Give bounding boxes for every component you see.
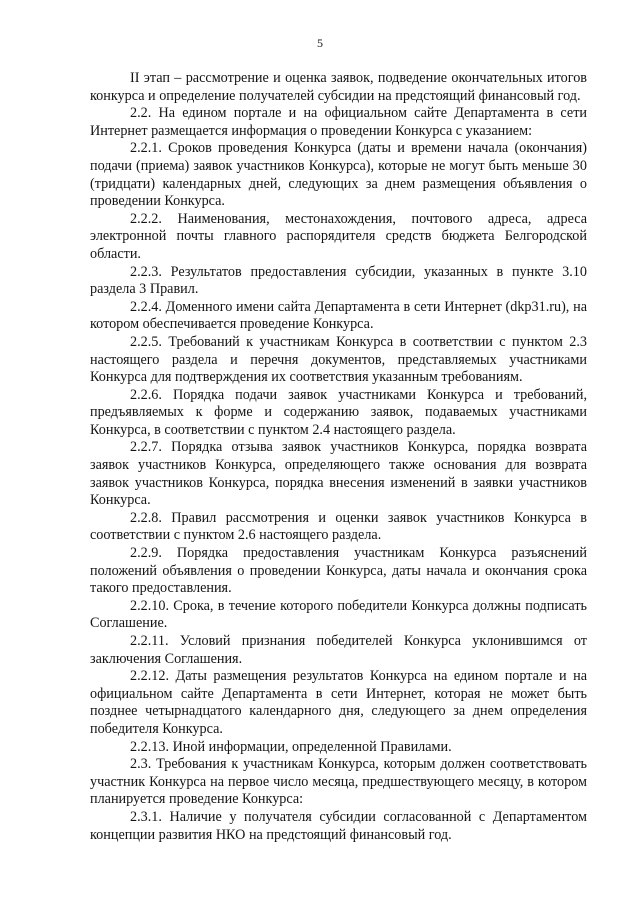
paragraph-2-3: 2.3. Требования к участникам Конкурса, которым должен соответствовать участник Конкурса на первое число месяца, предшествующего месяцу, в котором планируется проведение Конкурса: [90, 756, 587, 808]
paragraph-2-2-1: 2.2.1. Сроков проведения Конкурса (даты и времени начала (окончания) подачи (приема) заявок участников Конкурса), которые не могут быть меньше 30 (тридцати) календарных дней, следующих за днем размещения объявления о проведении Конкурса. [90, 140, 587, 210]
paragraph-2-2-2: 2.2.2. Наименования, местонахождения, почтового адреса, адреса электронной почты главного распорядителя средств бюджета Белгородской области. [90, 210, 587, 262]
paragraph-2-2-7: 2.2.7. Порядка отзыва заявок участников Конкурса, порядка возврата заявок участников Конкурса, определяющего также основания для возврата заявок участников Конкурса, порядка внесения изменений в заявки участников Конкурса. [90, 439, 587, 509]
paragraph-2-2-13: 2.2.13. Иной информации, определенной Правилами. [130, 738, 452, 755]
paragraph-2-2-5: 2.2.5. Требований к участникам Конкурса в соответствии с пунктом 2.3 настоящего раздела и перечня документов, представляемых участниками Конкурса для подтверждения их соответствия указанным требованиям. [90, 333, 587, 386]
paragraph-2-2: 2.2. На едином портале и на официальном сайте Департамента в сети Интернет размещается информация о проведении Конкурса с указанием: [90, 105, 587, 139]
paragraph-2-2-11: 2.2.11. Условий признания победителей Конкурса уклонившимся от заключения Соглашения. [90, 633, 587, 667]
paragraph-2-2-6: 2.2.6. Порядка подачи заявок участниками Конкурса и требований, предъявляемых к форме и содержанию заявок, подаваемых участниками Конкурса, в соответствии с пунктом 2.4 настоящего раздела. [90, 386, 587, 438]
paragraph-2-2-4: 2.2.4. Доменного имени сайта Департамента в сети Интернет (dkp31.ru), на котором обеспечивается проведение Конкурса. [90, 298, 587, 333]
paragraph-2-2-8: 2.2.8. Правил рассмотрения и оценки заявок участников Конкурса в соответствии с пунктом 2.6 настоящего раздела. [90, 509, 587, 544]
paragraph-2-2-3: 2.2.3. Результатов предоставления субсидии, указанных в пункте 3.10 раздела 3 Правил. [90, 263, 587, 298]
paragraph-2-3-1: 2.3.1. Наличие у получателя субсидии согласованной с Департаментом концепции развития НКО на предстоящий финансовый год. [90, 808, 587, 843]
paragraph-2-2-10: 2.2.10. Срока, в течение которого победители Конкурса должны подписать Соглашение. [90, 597, 587, 632]
page-number: 5 [317, 36, 323, 50]
paragraph-2-2-9: 2.2.9. Порядка предоставления участникам Конкурса разъяснений положений объявления о проведении Конкурса, даты начала и окончания срока такого предоставления. [90, 545, 587, 597]
paragraph-2-2-12: 2.2.12. Даты размещения результатов Конкурса на едином портале и на официальном сайте Департамента в сети Интернет, которая не может быть позднее четырнадцатого календарного дня, следующего за днем определения победителя Конкурса. [90, 668, 587, 737]
document-body [90, 70, 587, 844]
paragraph-stage-2: II этап – рассмотрение и оценка заявок, подведение окончательных итогов конкурса и определение получателей субсидии на предстоящий финансовый год. [90, 70, 587, 104]
